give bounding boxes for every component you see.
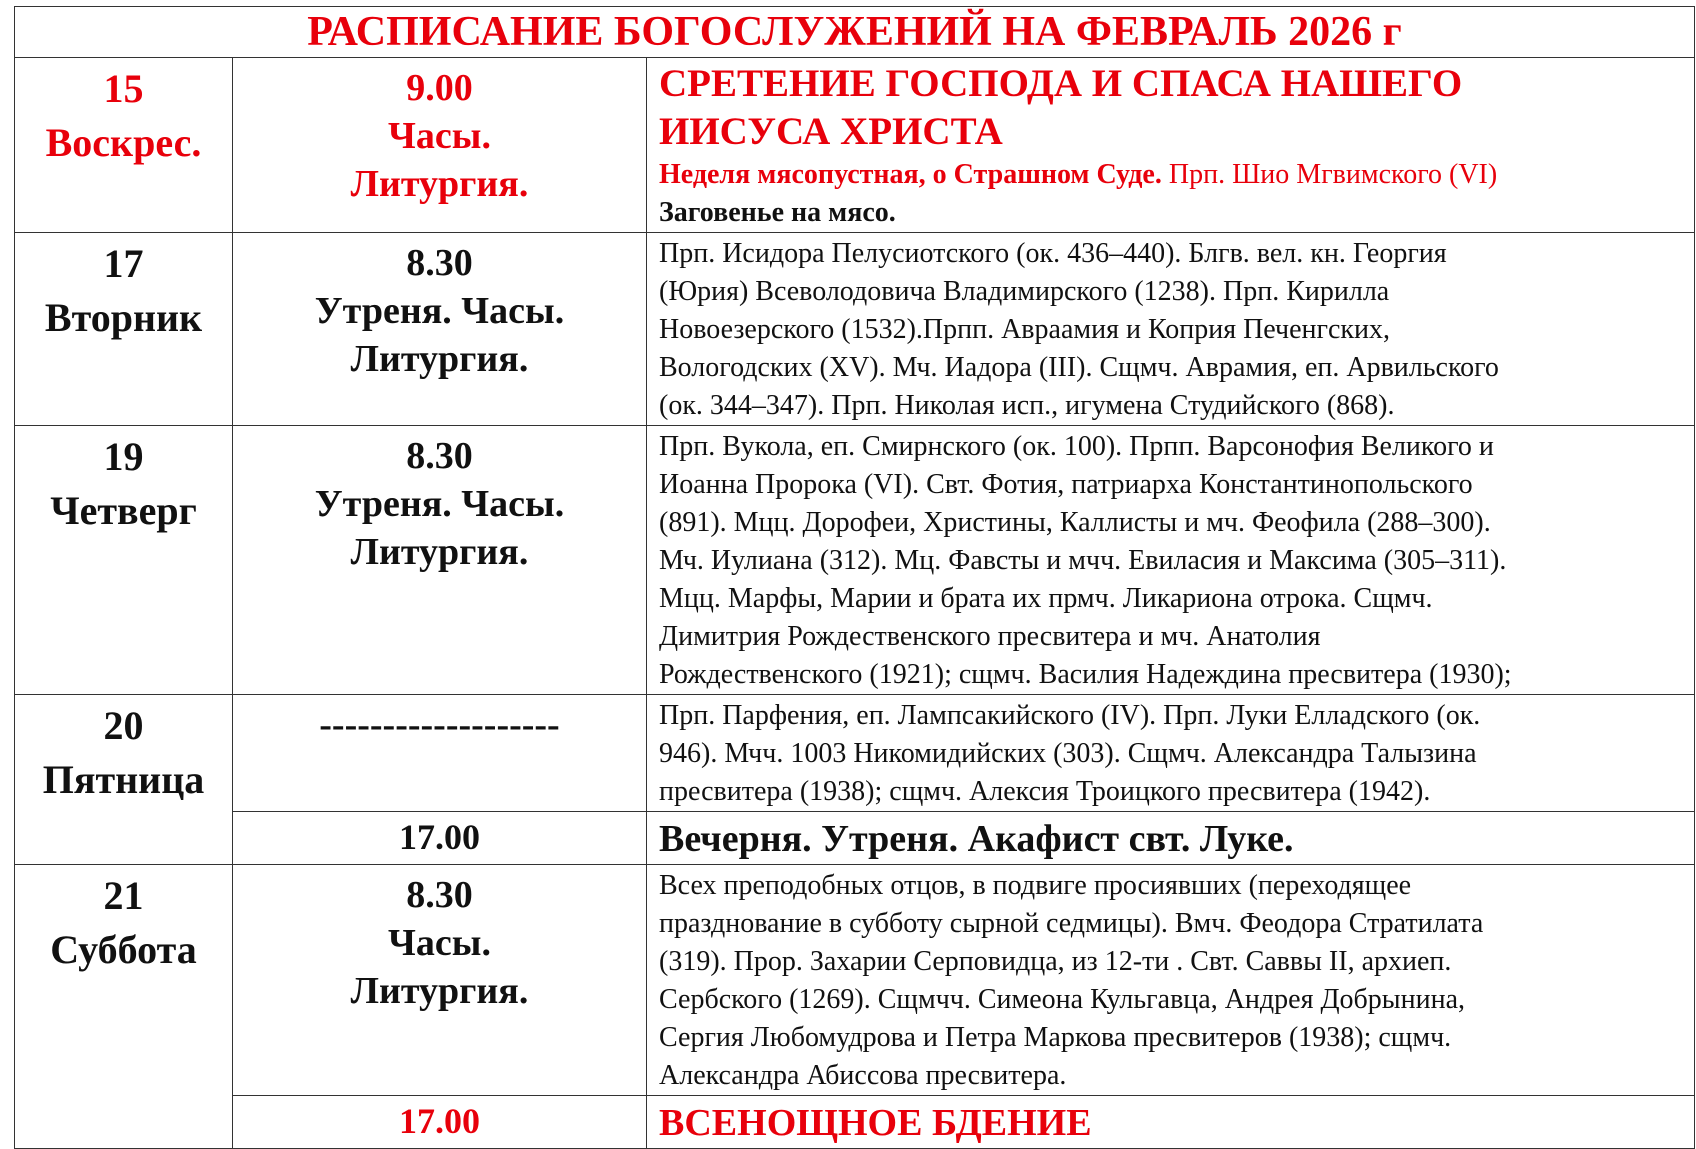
saints-line: Прп. Парфения, еп. Лампсакийского (IV). Прп. Луки Елладского (ок.	[659, 700, 1481, 731]
service-name: Литургия.	[350, 163, 529, 205]
saints-line: Сербского (1269). Сщмчч. Симеона Кульгавца, Андрея Добрынина,	[659, 984, 1465, 1015]
saints-line: празднование в субботу сырной седмицы). Вмч. Феодора Стратилата	[659, 908, 1484, 939]
day-row-19	[15, 426, 1695, 695]
description-cell	[647, 58, 1695, 233]
saints-line: Мцц. Марфы, Марии и брата их прмч. Ликариона отрока. Сщмч.	[659, 583, 1433, 614]
day-weekday: Четверг	[50, 488, 197, 533]
service-name: Литургия.	[350, 531, 529, 573]
day-row-15	[15, 58, 1695, 233]
saints-line: Мч. Иулиана (312). Мц. Фавсты и мчч. Евиласия и Максима (305–311).	[659, 545, 1507, 576]
saints-line: (319). Прор. Захарии Серповидца, из 12-ти . Свт. Саввы II, архиеп.	[659, 946, 1452, 977]
service-time: 8.30	[406, 242, 473, 284]
feast-line: ИИСУСА ХРИСТА	[659, 110, 1003, 153]
feast-line: СРЕТЕНИЕ ГОСПОДА И СПАСА НАШЕГО	[659, 62, 1463, 105]
day-date: 19	[103, 434, 144, 479]
day-cell	[15, 695, 233, 865]
day-weekday: Пятница	[42, 757, 205, 802]
service-cell	[233, 58, 647, 233]
schedule-table	[14, 6, 1695, 1149]
service-cell	[233, 865, 647, 1096]
service-name: Литургия.	[350, 970, 529, 1012]
description-cell	[647, 426, 1695, 695]
day-weekday: Воскрес.	[45, 120, 202, 165]
service-time: 9.00	[406, 67, 473, 109]
week-name: Неделя мясопустная, о Страшном Суде.	[659, 159, 1162, 190]
evening-row-20	[15, 812, 1695, 865]
day-row-21	[15, 865, 1695, 1096]
schedule-sheet	[14, 6, 1694, 1149]
saints-line: Димитрия Рождественского пресвитера и мч. Анатолия	[659, 621, 1321, 652]
day-date: 21	[103, 873, 144, 918]
day-cell	[15, 58, 233, 233]
service-time-dash: -------------------	[319, 704, 560, 746]
day-cell	[15, 865, 233, 1149]
saints-line: Всех преподобных отцов, в подвиге просиявших (переходящее	[659, 870, 1412, 901]
day-cell	[15, 426, 233, 695]
day-cell	[15, 233, 233, 426]
service-name: Часы.	[388, 115, 491, 157]
schedule-title: РАСПИСАНИЕ БОГОСЛУЖЕНИЙ НА ФЕВРАЛЬ 2026 г	[15, 7, 1695, 58]
description-cell	[647, 695, 1695, 812]
service-cell	[233, 233, 647, 426]
description-cell	[647, 865, 1695, 1096]
day-row-20	[15, 695, 1695, 812]
title-row	[15, 7, 1695, 58]
saints-line: 946). Мчч. 1003 Никомидийских (303). Сщмч. Александра Талызина	[659, 738, 1477, 769]
day-date: 17	[103, 241, 144, 286]
day-date: 15	[103, 66, 144, 111]
saints-line: (ок. 344–347). Прп. Николая исп., игумена Студийского (868).	[659, 390, 1395, 421]
saints-line: Вологодских (XV). Мч. Иадора (III). Сщмч. Аврамия, еп. Арвильского	[659, 352, 1499, 383]
evening-service: Вечерня. Утреня. Акафист свт. Луке.	[647, 812, 1695, 865]
day-date: 20	[103, 703, 144, 748]
evening-row-21	[15, 1096, 1695, 1149]
service-name: Утреня. Часы.	[314, 290, 565, 332]
service-cell	[233, 695, 647, 812]
saints-line: Прп. Вукола, еп. Смирнского (ок. 100). Прпп. Варсонофия Великого и	[659, 431, 1494, 462]
saints-line: Рождественского (1921); сщмч. Василия Надеждина пресвитера (1930);	[659, 659, 1512, 690]
feast-title	[659, 60, 1688, 156]
saints-line: Иоанна Пророка (VI). Свт. Фотия, патриарха Константинопольского	[659, 469, 1473, 500]
service-time: 8.30	[406, 874, 473, 916]
evening-time: 17.00	[233, 812, 647, 865]
week-saint: Прп. Шио Мгвимского (VI)	[1161, 159, 1498, 190]
week-line	[659, 156, 1688, 194]
saints-line: Новоезерского (1532).Прпп. Авраамия и Коприя Печенгских,	[659, 314, 1391, 345]
service-name: Литургия.	[350, 338, 529, 380]
saints-line: Александра Абиссова пресвитера.	[659, 1060, 1067, 1091]
saints-line: (Юрия) Всеволодовича Владимирского (1238). Прп. Кирилла	[659, 276, 1390, 307]
saints-line: Прп. Исидора Пелусиотского (ок. 436–440). Блгв. вел. кн. Георгия	[659, 238, 1447, 269]
saints-line: Сергия Любомудрова и Петра Маркова пресвитеров (1938); сщмч.	[659, 1022, 1452, 1053]
day-weekday: Суббота	[50, 927, 197, 972]
service-name: Часы.	[388, 922, 491, 964]
day-row-17	[15, 233, 1695, 426]
saints-line: (891). Мцц. Дорофеи, Христины, Каллисты и мч. Феофила (288–300).	[659, 507, 1491, 538]
saints-line: пресвитера (1938); сщмч. Алексия Троицкого пресвитера (1942).	[659, 776, 1431, 807]
evening-service: ВСЕНОЩНОЕ БДЕНИЕ	[647, 1096, 1695, 1149]
fast-note: Заговенье на мясо.	[659, 197, 896, 228]
day-weekday: Вторник	[44, 295, 203, 340]
service-time: 8.30	[406, 435, 473, 477]
evening-time: 17.00	[233, 1096, 647, 1149]
description-cell	[647, 233, 1695, 426]
service-cell	[233, 426, 647, 695]
service-name: Утреня. Часы.	[314, 483, 565, 525]
